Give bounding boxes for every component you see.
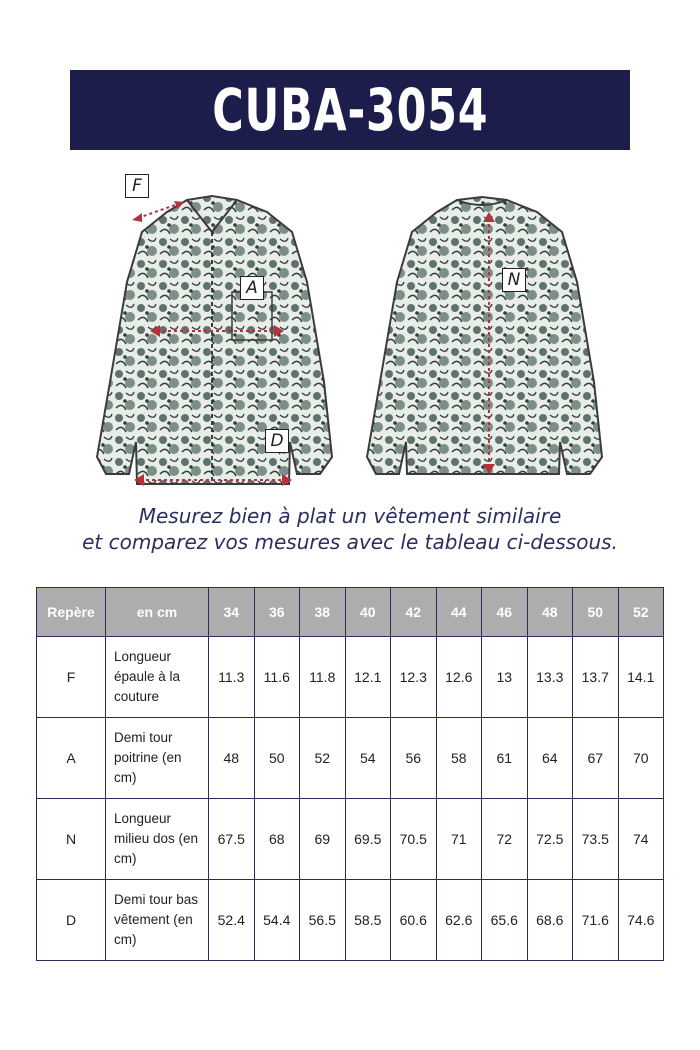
size-value: 64 xyxy=(527,718,573,799)
size-value: 54 xyxy=(345,718,391,799)
shirt-back-illustration xyxy=(362,192,612,487)
table-row xyxy=(37,799,664,880)
header-size: 40 xyxy=(345,588,391,637)
table-row xyxy=(37,637,664,718)
size-value: 60.6 xyxy=(391,880,437,961)
header-size: 44 xyxy=(436,588,482,637)
size-value: 67.5 xyxy=(209,799,255,880)
size-value: 13.3 xyxy=(527,637,573,718)
size-chart-table xyxy=(36,587,664,961)
size-value: 12.6 xyxy=(436,637,482,718)
row-description: Longueur épaule à la couture xyxy=(106,637,209,718)
row-description: Demi tour poitrine (en cm) xyxy=(106,718,209,799)
instructions-line-2: et comparez vos mesures avec le tableau ci-dessous. xyxy=(82,530,618,554)
size-value: 58 xyxy=(436,718,482,799)
size-value: 13 xyxy=(482,637,528,718)
size-value: 13.7 xyxy=(573,637,619,718)
size-value: 74 xyxy=(618,799,664,880)
size-value: 52 xyxy=(300,718,346,799)
marker-d-label: D xyxy=(265,429,289,453)
header-size: 48 xyxy=(527,588,573,637)
measuring-instructions xyxy=(0,503,700,555)
size-value: 11.8 xyxy=(300,637,346,718)
size-value: 68 xyxy=(254,799,300,880)
size-value: 65.6 xyxy=(482,880,528,961)
size-value: 72 xyxy=(482,799,528,880)
size-value: 11.6 xyxy=(254,637,300,718)
row-repere: D xyxy=(37,880,106,961)
marker-n-label: N xyxy=(502,268,526,292)
row-repere: F xyxy=(37,637,106,718)
size-value: 70 xyxy=(618,718,664,799)
table-row xyxy=(37,880,664,961)
size-value: 69 xyxy=(300,799,346,880)
size-value: 12.3 xyxy=(391,637,437,718)
row-repere: N xyxy=(37,799,106,880)
row-description: Demi tour bas vêtement (en cm) xyxy=(106,880,209,961)
size-value: 62.6 xyxy=(436,880,482,961)
size-value: 67 xyxy=(573,718,619,799)
size-value: 73.5 xyxy=(573,799,619,880)
product-title: CUBA-3054 xyxy=(211,76,489,144)
size-value: 71.6 xyxy=(573,880,619,961)
size-value: 52.4 xyxy=(209,880,255,961)
header-unit: en cm xyxy=(106,588,209,637)
size-value: 14.1 xyxy=(618,637,664,718)
row-repere: A xyxy=(37,718,106,799)
size-value: 56.5 xyxy=(300,880,346,961)
size-value: 61 xyxy=(482,718,528,799)
size-value: 68.6 xyxy=(527,880,573,961)
size-value: 56 xyxy=(391,718,437,799)
size-value: 74.6 xyxy=(618,880,664,961)
marker-a-label: A xyxy=(240,276,264,300)
header-size: 42 xyxy=(391,588,437,637)
header-size: 36 xyxy=(254,588,300,637)
size-value: 48 xyxy=(209,718,255,799)
row-description: Longueur milieu dos (en cm) xyxy=(106,799,209,880)
size-value: 12.1 xyxy=(345,637,391,718)
size-value: 58.5 xyxy=(345,880,391,961)
header-repere: Repère xyxy=(37,588,106,637)
header-size: 46 xyxy=(482,588,528,637)
measurement-diagram xyxy=(0,170,700,495)
table-row xyxy=(37,718,664,799)
marker-f-label: F xyxy=(125,174,149,198)
size-value: 69.5 xyxy=(345,799,391,880)
shirt-front-illustration xyxy=(92,192,342,487)
size-value: 71 xyxy=(436,799,482,880)
table-header-row xyxy=(37,588,664,637)
header-size: 38 xyxy=(300,588,346,637)
instructions-line-1: Mesurez bien à plat un vêtement similaire xyxy=(138,504,562,528)
header-size: 52 xyxy=(618,588,664,637)
size-value: 11.3 xyxy=(209,637,255,718)
size-value: 70.5 xyxy=(391,799,437,880)
header-size: 50 xyxy=(573,588,619,637)
size-value: 54.4 xyxy=(254,880,300,961)
title-banner xyxy=(70,70,630,150)
header-size: 34 xyxy=(209,588,255,637)
size-value: 72.5 xyxy=(527,799,573,880)
size-value: 50 xyxy=(254,718,300,799)
